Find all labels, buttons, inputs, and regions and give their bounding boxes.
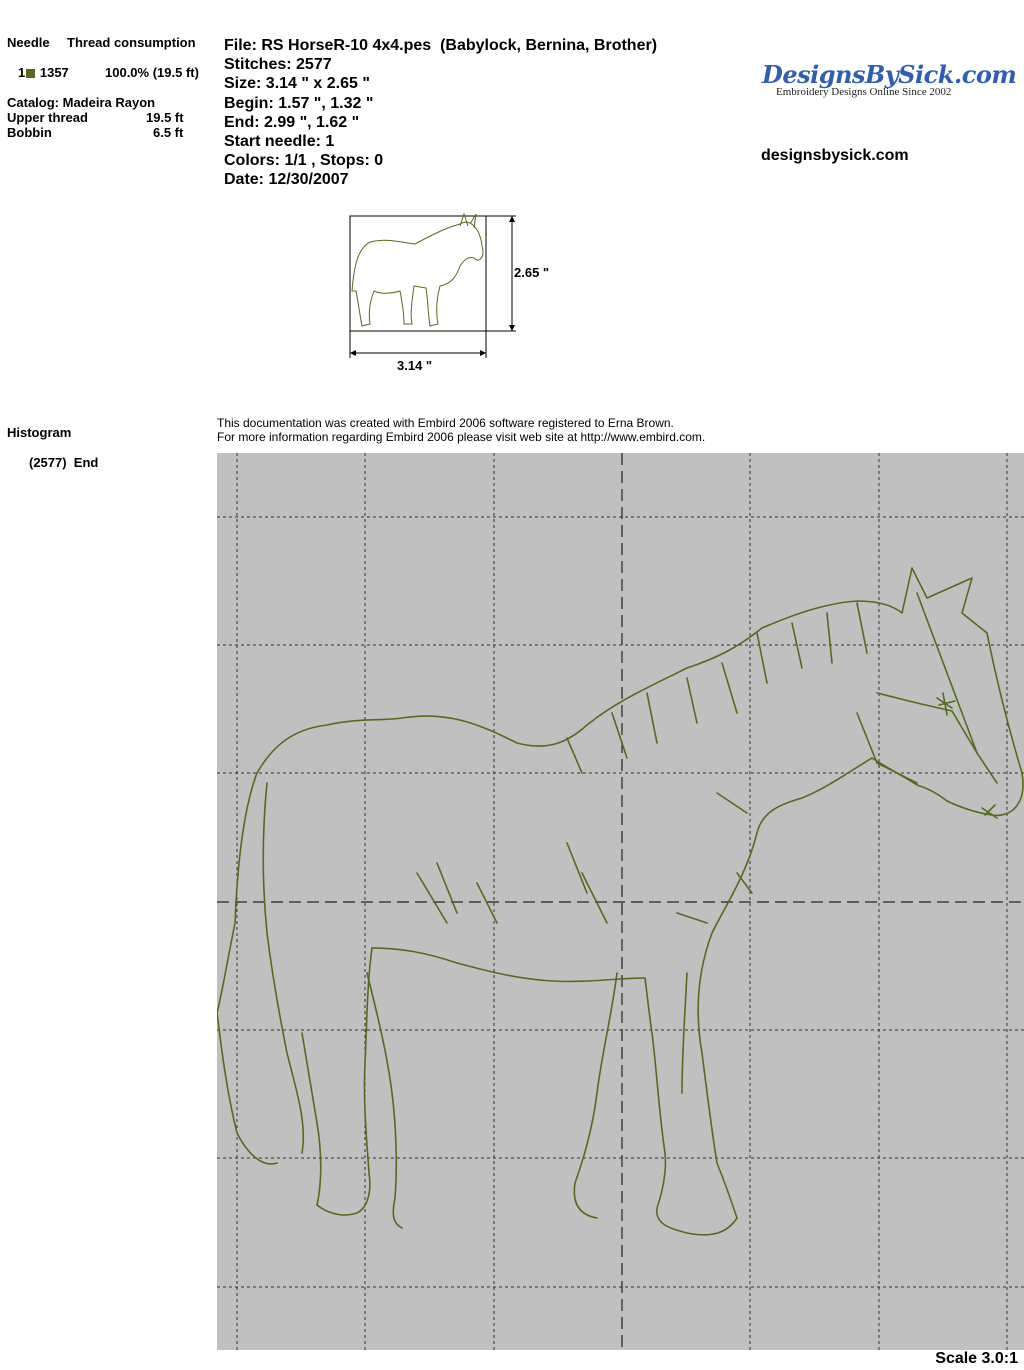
design-size: Size: 3.14 " x 2.65 "	[224, 75, 370, 93]
software-credit	[217, 416, 705, 444]
stitch-count: Stitches: 2577	[224, 56, 332, 74]
brand-logo	[762, 60, 1017, 98]
start-needle: Start needle: 1	[224, 133, 335, 151]
credit-line-2: For more information regarding Embird 2006 please visit web site at http://www.embird.com.	[217, 430, 706, 444]
catalog-label: Catalog: Madeira Rayon	[7, 95, 156, 110]
thread-color-code: 1357	[39, 65, 69, 80]
thread-row	[18, 65, 69, 80]
design-thumbnail	[340, 206, 570, 381]
thread-color-swatch	[26, 69, 35, 78]
thumbnail-frame	[350, 216, 486, 331]
thread-consumption-header: Thread consumption	[67, 35, 196, 50]
upper-thread-label: Upper thread	[7, 110, 88, 125]
needle-header: Needle	[7, 35, 50, 50]
begin-position: Begin: 1.57 ", 1.32 "	[224, 94, 374, 112]
width-label: 3.14 "	[397, 358, 433, 373]
height-arrow-top	[509, 216, 515, 222]
thread-percent: 100.0% (19.5 ft)	[105, 65, 199, 80]
colors-stops: Colors: 1/1 , Stops: 0	[224, 152, 384, 170]
website-label: designsbysick.com	[761, 147, 909, 164]
stitch-preview	[217, 453, 1024, 1350]
width-arrow-right	[480, 350, 486, 356]
bobbin-label: Bobbin	[7, 125, 52, 140]
design-date: Date: 12/30/2007	[224, 171, 349, 189]
end-position: End: 2.99 ", 1.62 "	[224, 113, 360, 131]
histogram-title: Histogram	[7, 425, 72, 440]
upper-thread-value: 19.5 ft	[146, 110, 184, 125]
needle-number: 1	[18, 65, 26, 80]
height-label: 2.65 "	[514, 265, 550, 280]
credit-line-1: This documentation was created with Embird 2006 software registered to Erna Brown.	[217, 416, 674, 430]
logo-title: DesignsBySick.com	[762, 60, 1017, 89]
file-name: File: RS HorseR-10 4x4.pes (Babylock, Bernina, Brother)	[224, 37, 658, 54]
scale-label: Scale 3.0:1	[935, 1350, 1018, 1367]
width-arrow-left	[350, 350, 356, 356]
height-arrow-bottom	[509, 325, 515, 331]
file-info	[224, 36, 657, 190]
histogram-entry: (2577) End	[29, 455, 99, 470]
logo-subtitle: Embroidery Designs Online Since 2002	[776, 86, 952, 98]
bobbin-value: 6.5 ft	[153, 125, 184, 140]
